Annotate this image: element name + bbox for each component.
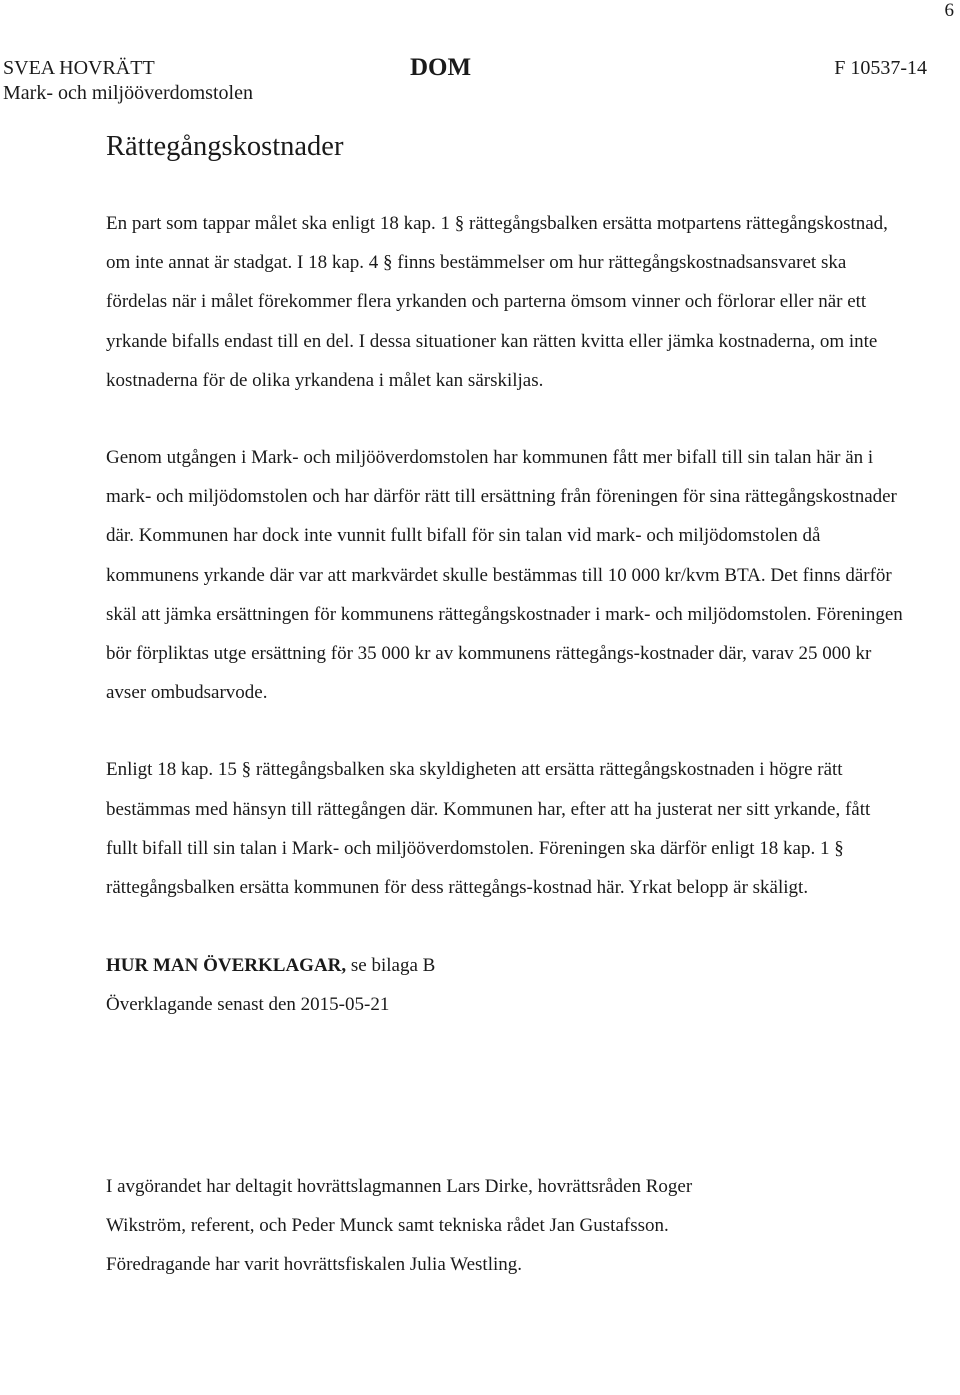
paragraph-appeal-costs: Enligt 18 kap. 15 § rättegångsbalken ska skyldigheten att ersätta rättegångskostnaden i högre rätt bestämmas med hänsyn till rättegången där. Kommunen har, efter att ha justerat ner sitt yrkande, fått fullt bifall till sin talan i Mark- och miljööverdomstolen. Föreningen ska därför enligt 18 kap. 1 § rättegångsbalken ersätta kommunen för dess rättegångs-kostnad här. Yrkat belopp är skäligt. <box>106 759 871 899</box>
paragraph-lower-court-costs: Genom utgången i Mark- och miljööverdomstolen har kommunen fått mer bifall till sin talan här än i mark- och miljödomstolen och har därför rätt till ersättning från föreningen för sina rättegångskostnader där. Kommunen har dock inte vunnit fullt bifall för sin talan vid mark- och miljödomstolen då kommunens yrkande där var att markvärdet skulle bestämmas till 10 000 kr/kvm BTA. Det finns därför skäl att jämka ersättningen för kommunens rättegångskostnader i mark- och miljödomstolen. Föreningen bör förpliktas utge ersättning för 35 000 kr av kommunens rättegångs-kostnader där, varav 25 000 kr avser ombudsarvode. <box>106 447 903 704</box>
signature-line: I avgörandet har deltagit hovrättslagmannen Lars Dirke, hovrättsråden Roger <box>106 1175 693 1197</box>
document-type: DOM <box>410 54 472 81</box>
case-number: F 10537-14 <box>834 57 927 79</box>
appeal-deadline: Överklagande senast den 2015-05-21 <box>106 994 390 1016</box>
appeal-heading: HUR MAN ÖVERKLAGAR, <box>106 955 347 977</box>
signature-line: Föredragande har varit hovrättsfiskalen Julia Westling. <box>106 1254 523 1276</box>
document-body <box>106 127 906 1284</box>
appeal-instructions <box>106 946 906 985</box>
paragraph-legal-basis: En part som tappar målet ska enligt 18 kap. 1 § rättegångsbalken ersätta motpartens rättegångskostnad, om inte annat är stadgat. I 18 kap. 4 § finns bestämmelser om hur rättegångskostnadsansvaret ska fördelas när i målet förekommer flera yrkanden och parterna ömsom vinner och förlorar eller när ett yrkande bifalls endast till en del. I dessa situationer kan rätten kvitta eller jämka kostnaderna, om inte kostnaderna för de olika yrkandena i målet kan särskiljas. <box>106 213 888 391</box>
document-header <box>3 55 927 107</box>
signature-line: Wikström, referent, och Peder Munck samt tekniska rådet Jan Gustafsson. <box>106 1214 669 1236</box>
court-name: SVEA HOVRÄTT <box>3 57 155 79</box>
section-heading: Rättegångskostnader <box>106 131 344 162</box>
appeal-reference: se bilaga B <box>346 955 436 977</box>
page-number: 6 <box>944 0 954 21</box>
court-division: Mark- och miljööverdomstolen <box>3 82 253 104</box>
